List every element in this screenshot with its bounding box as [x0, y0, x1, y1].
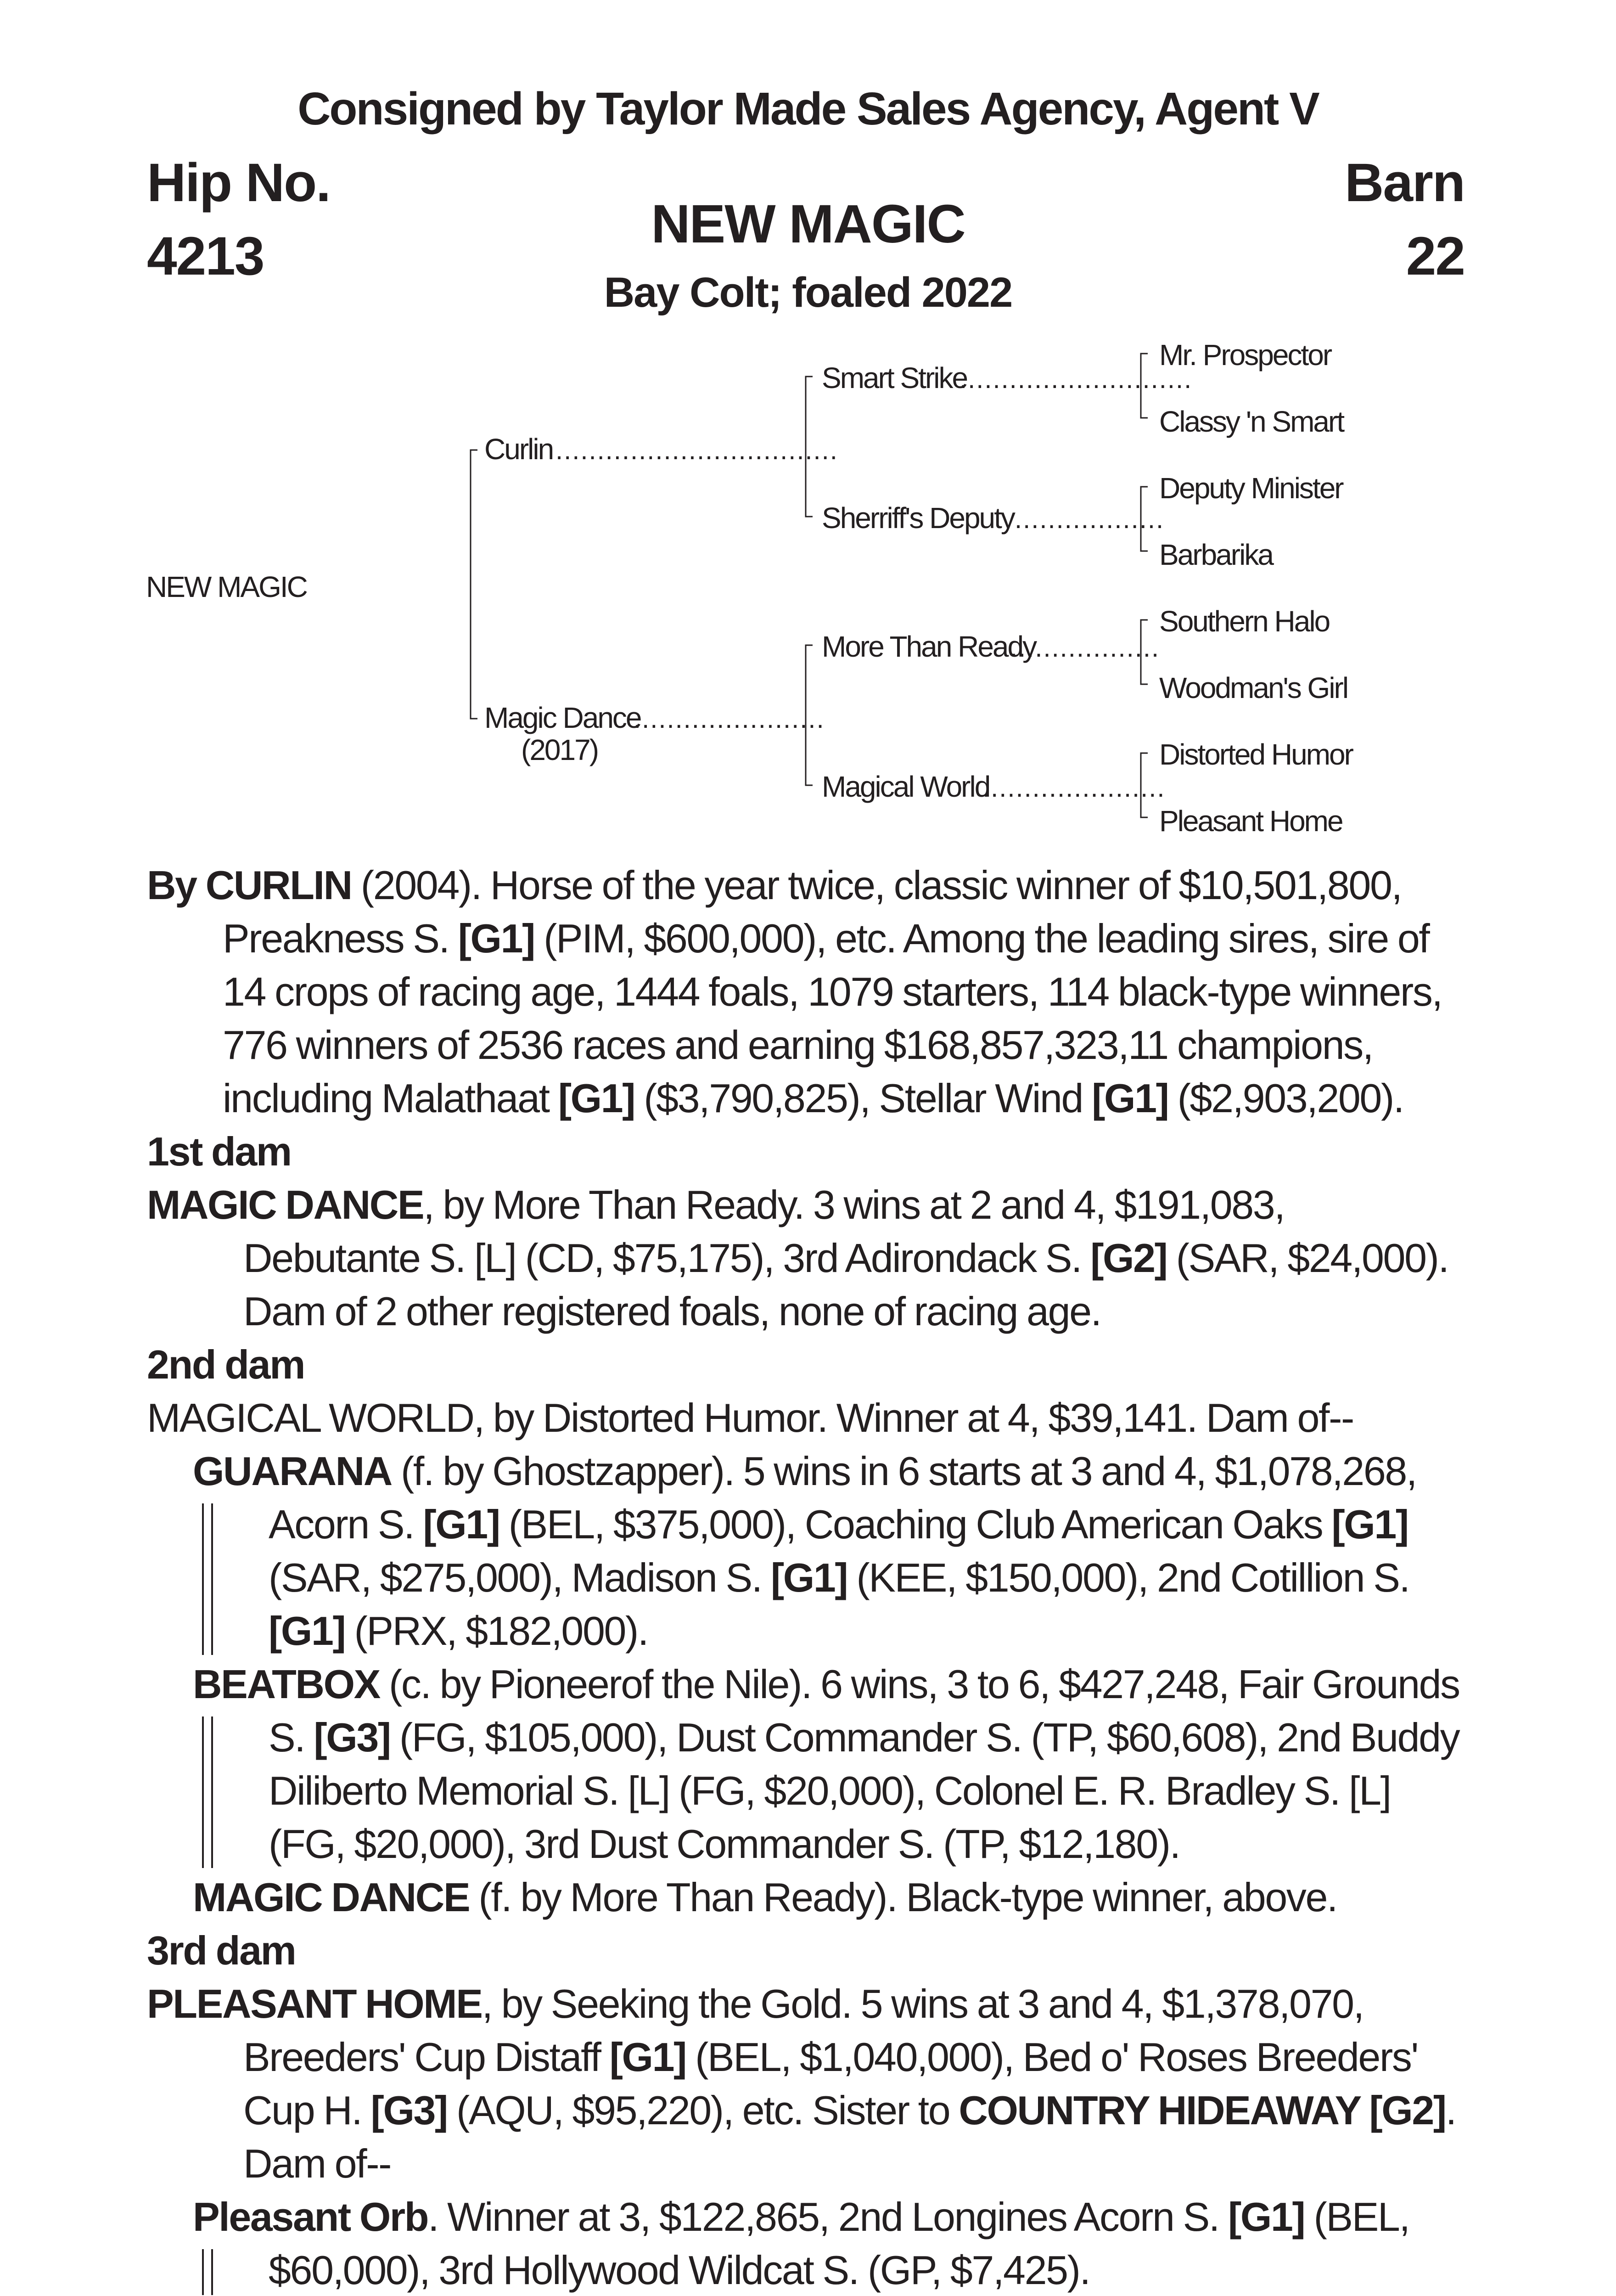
- pedigree-g3-8: Pleasant Home: [1159, 805, 1342, 838]
- produce-pleasant-orb: Pleasant Orb. Winner at 3, $122,865, 2nd Longines Acorn S. [G1] (BEL, $60,000), 3rd Hollywood Wildcat S. (GP, $7,425).: [147, 2190, 1469, 2296]
- pedigree-sire-sire: Smart Strike: [822, 361, 967, 394]
- pedigree-g3-1: Mr. Prospector: [1159, 338, 1331, 371]
- barn-number: 22: [1406, 226, 1464, 287]
- pedigree-dam-sire: More Than Ready: [822, 630, 1036, 663]
- hip-number: 4213: [147, 226, 264, 287]
- stakes-bars: [202, 2249, 213, 2295]
- second-dam-heading: 2nd dam: [147, 1342, 305, 1387]
- produce-guarana: GUARANA (f. by Ghostzapper). 5 wins in 6 starts at 3 and 4, $1,078,268, Acorn S. [G1] (BEL, $375,000), Coaching Club American Oaks [G1] (SAR, $275,000), Madison S. [G1] (KEE, $150,000), 2nd Cotillion S. [G1] (PRX, $182,000).: [147, 1445, 1469, 1658]
- pedigree-dam-year: (2017): [521, 733, 598, 766]
- pedigree-dots: .......................: [634, 704, 825, 734]
- horse-name: NEW MAGIC: [651, 194, 965, 254]
- pedigree-g3-2: Classy 'n Smart: [1159, 405, 1344, 438]
- first-dam-heading: 1st dam: [147, 1129, 291, 1174]
- produce-magic-dance: MAGIC DANCE (f. by More Than Ready). Black-type winner, above.: [193, 1874, 1337, 1920]
- sire-paragraph: By CURLIN (2004). Horse of the year twice, classic winner of $10,501,800, Preakness S. [G1] (PIM, $600,000), etc. Among the leading sires, sire of 14 crops of racing age, 1444 foals, 1079 starters, 114 black-type winners, 776 winners of 2536 races and earning $168,857,323,11 champions, including Malathaat [G1] ($3,790,825), Stellar Wind [G1] ($2,903,200).: [147, 862, 1442, 1121]
- pedigree-dots: ......................: [982, 773, 1166, 803]
- produce-beatbox: BEATBOX (c. by Pioneerof the Nile). 6 wins, 3 to 6, $427,248, Fair Grounds S. [G3] (FG, $105,000), Dust Commander S. (TP, $60,608), 2nd Buddy Diliberto Memorial S. [L] (FG, $20,000), Colonel E. R. Bradley S. [L] (FG, $20,000), 3rd Dust Commander S. (TP, $12,180).: [147, 1658, 1469, 1871]
- pedigree-subject: NEW MAGIC: [146, 570, 307, 603]
- catalog-body: [147, 859, 1469, 2296]
- bracket-sire-dam: [471, 450, 477, 719]
- pedigree-dam-dam: Magical World: [822, 770, 990, 803]
- pedigree-g3-3: Deputy Minister: [1159, 472, 1343, 505]
- pedigree-sire: Curlin: [484, 433, 553, 466]
- stakes-bars: [202, 1716, 213, 1868]
- second-dam-intro: MAGICAL WORLD, by Distorted Humor. Winner at 4, $39,141. Dam of--: [147, 1395, 1353, 1441]
- barn-label: Barn: [1345, 152, 1464, 213]
- horse-description: Bay Colt; foaled 2022: [604, 269, 1012, 316]
- pedigree-g3-7: Distorted Humor: [1159, 738, 1352, 771]
- third-dam-paragraph: PLEASANT HOME, by Seeking the Gold. 5 wins at 3 and 4, $1,378,070, Breeders' Cup Distaff [G1] (BEL, $1,040,000), Bed o' Roses Breeders' Cup H. [G3] (AQU, $95,220), etc. Sister to COUNTRY HIDEAWAY [G2]. Dam of--: [147, 1981, 1456, 2186]
- pedigree-g3-6: Woodman's Girl: [1159, 671, 1348, 704]
- pedigree-sire-dam: Sherriff's Deputy: [822, 501, 1014, 535]
- pedigree-dots: ..................: [1015, 504, 1165, 534]
- pedigree-g3-5: Southern Halo: [1159, 605, 1330, 638]
- first-dam-paragraph: MAGIC DANCE, by More Than Ready. 3 wins at 2 and 4, $191,083, Debutante S. [L] (CD, $75,175), 3rd Adirondack S. [G2] (SAR, $24,000). Dam of 2 other registered foals, none of racing age.: [147, 1182, 1448, 1334]
- stakes-bars: [202, 1503, 213, 1655]
- pedigree-chart: [0, 0, 1616, 863]
- pedigree-dam: Magic Dance: [484, 701, 641, 734]
- pedigree-dots: ............................: [960, 364, 1193, 394]
- pedigree-g3-4: Barbarika: [1159, 538, 1273, 571]
- pedigree-dots: ..................: [1010, 633, 1160, 663]
- third-dam-heading: 3rd dam: [147, 1928, 296, 1973]
- pedigree-dots: ..................................: [556, 435, 838, 465]
- hip-label: Hip No.: [147, 152, 330, 213]
- consignor-line: Consigned by Taylor Made Sales Agency, Agent V: [297, 83, 1319, 135]
